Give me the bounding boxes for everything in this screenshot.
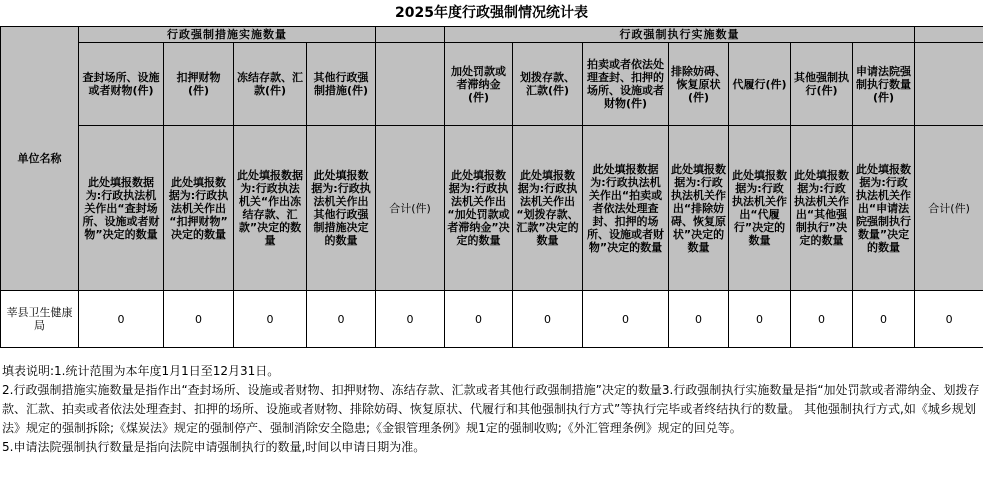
- group-header-spacer-right: [915, 27, 983, 43]
- desc-seal-premises: 此处填报数据为:行政执法机关作出“查封场所、设施或者财物”决定的数量: [79, 126, 164, 291]
- col-header-spacer-left: [376, 43, 445, 126]
- note-line-2: 2.行政强制措施实施数量是指作出“查封场所、设施或者财物、扣押财物、冻结存款、汇款或者其他行政强制措施”决定的数量3.行政强制执行实施数量是指“加处罚款或者滞纳金、划拨存款、汇款、拍卖或者依法处理查封、扣押的场所、设施或者财物、排除妨碍、恢复原状、代履行和其他强制执行方式”等执行完毕或者终结执行的数量。 其他强制执行方式,如《城乡规划法》规定的强制拆除;《煤炭法》规定的强制停产、强制消除安全隐患;《金银管理条例》规1定的强制收购;《外汇管理条例》规定的回兑等。: [2, 383, 980, 435]
- group-header-enforcement-measures: 行政强制措施实施数量: [79, 27, 376, 43]
- col-header-transfer-deposits: 划拨存款、汇款(件): [513, 43, 583, 126]
- cell-additional-fine[interactable]: 0: [445, 291, 513, 348]
- table-column-header-row: [1, 43, 983, 126]
- cell-other-measures[interactable]: 0: [307, 291, 376, 348]
- table-fill-instruction-row: [1, 126, 983, 291]
- desc-additional-fine: 此处填报数据为:行政执法机关作出“加处罚款或者滞纳金”决定的数量: [445, 126, 513, 291]
- total-header-measures: 合计(件): [376, 126, 445, 291]
- col-header-spacer-right: [915, 43, 983, 126]
- cell-substitute-performance[interactable]: 0: [729, 291, 791, 348]
- col-header-auction-disposal: 拍卖或者依法处理查封、扣押的场所、设施或者财物(件): [583, 43, 669, 126]
- group-header-spacer-left: [376, 27, 445, 43]
- desc-transfer-deposits: 此处填报数据为:行政执法机关作出“划拨存款、汇款”决定的数量: [513, 126, 583, 291]
- cell-auction-disposal[interactable]: 0: [583, 291, 669, 348]
- footer-notes: [0, 362, 983, 457]
- cell-transfer-deposits[interactable]: 0: [513, 291, 583, 348]
- header-unit-name: 单位名称: [1, 27, 79, 291]
- desc-seize-property: 此处填报数据为:行政执法机关作出“扣押财物”决定的数量: [164, 126, 234, 291]
- desc-court-application: 此处填报数据为:行政执法机关作出“申请法院强制执行数量”决定的数量: [853, 126, 915, 291]
- col-header-court-application: 申请法院强制执行数量(件): [853, 43, 915, 126]
- administrative-enforcement-table: [0, 26, 983, 348]
- cell-freeze-deposits[interactable]: 0: [234, 291, 307, 348]
- desc-other-measures: 此处填报数据为:行政执法机关作出其他行政强制措施决定的数量: [307, 126, 376, 291]
- cell-seize-property[interactable]: 0: [164, 291, 234, 348]
- note-line-1: 填表说明:1.统计范围为本年度1月1日至12月31日。: [2, 364, 280, 378]
- desc-other-execution: 此处填报数据为:行政执法机关作出“其他强制执行”决定的数量: [791, 126, 853, 291]
- desc-remove-obstruction: 此处填报数据为:行政执法机关作出“排除妨碍、恢复原状”决定的数量: [669, 126, 729, 291]
- page-title: 2025年度行政强制情况统计表: [395, 5, 588, 21]
- cell-total-measures[interactable]: 0: [376, 291, 445, 348]
- total-header-execution: 合计(件): [915, 126, 983, 291]
- col-header-additional-fine: 加处罚款或者滞纳金(件): [445, 43, 513, 126]
- cell-court-application[interactable]: 0: [853, 291, 915, 348]
- cell-seal-premises[interactable]: 0: [79, 291, 164, 348]
- desc-auction-disposal: 此处填报数据为:行政执法机关作出“拍卖或者依法处理查封、扣押的场所、设施或者财物”决定的数量: [583, 126, 669, 291]
- group-header-compulsory-execution: 行政强制执行实施数量: [445, 27, 915, 43]
- cell-remove-obstruction[interactable]: 0: [669, 291, 729, 348]
- col-header-seize-property: 扣押财物(件): [164, 43, 234, 126]
- table-row: [1, 291, 983, 348]
- row-unit-name: 莘县卫生健康局: [1, 291, 79, 348]
- col-header-substitute-performance: 代履行(件): [729, 43, 791, 126]
- cell-other-execution[interactable]: 0: [791, 291, 853, 348]
- col-header-other-execution: 其他强制执行(件): [791, 43, 853, 126]
- cell-total-execution[interactable]: 0: [915, 291, 983, 348]
- col-header-remove-obstruction: 排除妨碍、恢复原状(件): [669, 43, 729, 126]
- col-header-freeze-deposits: 冻结存款、汇款(件): [234, 43, 307, 126]
- col-header-seal-premises: 查封场所、设施或者财物(件): [79, 43, 164, 126]
- desc-substitute-performance: 此处填报数据为:行政执法机关作出“代履行”决定的数量: [729, 126, 791, 291]
- desc-freeze-deposits: 此处填报数据为:行政执法机关“作出冻结存款、汇款”决定的数量: [234, 126, 307, 291]
- table-group-header-row: [1, 27, 983, 43]
- col-header-other-measures: 其他行政强制措施(件): [307, 43, 376, 126]
- note-line-3: 5.申请法院强制执行数量是指向法院申请强制执行的数量,时间以申请日期为准。: [2, 440, 426, 454]
